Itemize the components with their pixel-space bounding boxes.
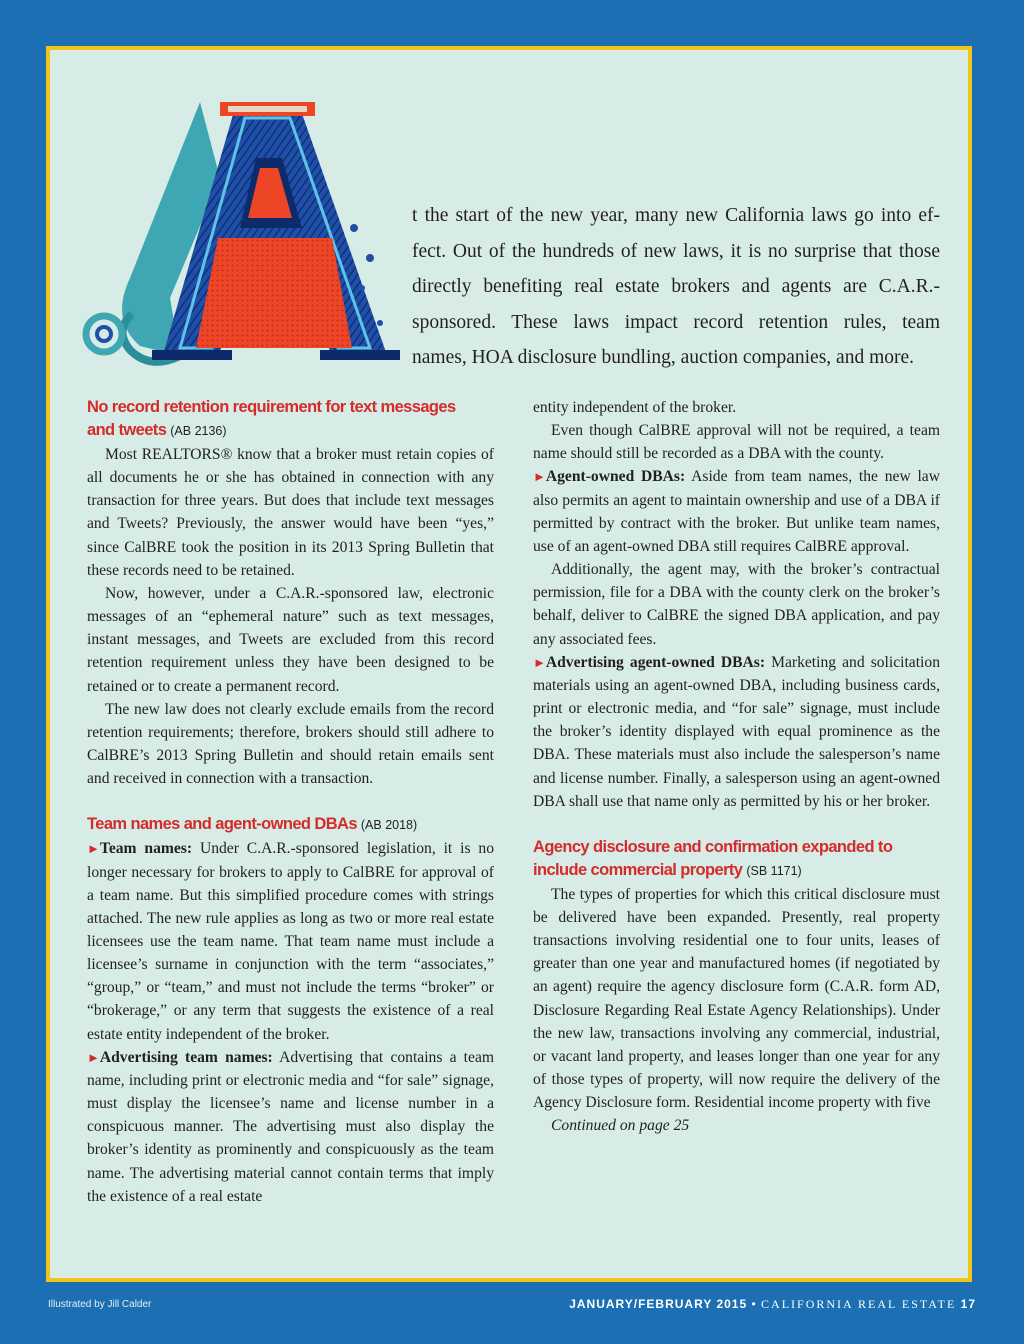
issue-date: JANUARY/FEBRUARY 2015 bbox=[569, 1297, 748, 1311]
page-footer bbox=[569, 1297, 976, 1312]
intro-line: directly benefiting real estate brokers and agents are C.A.R.- bbox=[412, 276, 940, 297]
heading-line: Team names and agent-owned DBAs bbox=[87, 815, 357, 834]
paragraph-text: Under C.A.R.-sponsored legislation, it is no longer necessary for brokers to apply to CalBRE for approval of a team name. But this simplified procedure comes with strings attached. The new rule applies as long as two or more real estate licensees use the team name. That team name must include a licensee’s surname in conjunction with the term “associates,” “group,” or “team,” and must not include the terms “broker” or “brokerage,” or any term that suggests the existence of a real estate entity independent of the broker. bbox=[87, 840, 494, 1043]
magazine-name: CALIFORNIA REAL ESTATE bbox=[761, 1297, 957, 1311]
body-paragraph: The types of properties for which this critical disclosure must be delivered have been expanded. Presently, real property transactions involving residential one to four units, leases of greater than one year and manufactured homes (if negotiated by an agent) require the agency disclosure form (C.A.R. form AD, Disclosure Regarding Real Estate Agency Relationships). Under the new law, transactions involving any commercial, industrial, or vacant land property, and leases longer than one year for any of those types of property, will now require the delivery of the Agency Disclosure form. Residential income property with five bbox=[533, 885, 940, 1112]
intro-line: names, HOA disclosure bundling, auction companies, and more. bbox=[412, 347, 915, 368]
body-paragraph: Additionally, the agent may, with the broker’s contractual permission, file for a DBA with the county clerk on the broker’s behalf, deliver to CalBRE the signed DBA application, and pay any associated fees. bbox=[533, 561, 940, 648]
body-paragraph bbox=[87, 837, 494, 1045]
body-paragraph bbox=[533, 465, 940, 558]
lead-in: Advertising agent-owned DBAs: bbox=[545, 653, 766, 671]
body-paragraph bbox=[87, 1046, 494, 1208]
body-paragraph: entity independent of the broker. bbox=[533, 399, 737, 416]
illustration-credit: Illustrated by Jill Calder bbox=[48, 1299, 152, 1310]
lead-in: Advertising team names: bbox=[99, 1048, 273, 1066]
intro-line: sponsored. These laws impact record retention rules, team bbox=[412, 311, 940, 333]
paragraph-text: Aside from team names, the new law also permits an agent to maintain ownership and use of a DBA if permitted by contract with the broker. But unlike team names, use of an agent-owned DBA still requires CalBRE approval. bbox=[533, 468, 940, 555]
heading-line: No record retention requirement for text messages bbox=[87, 398, 456, 416]
paragraph-text: Marketing and solicitation materials using an agent-owned DBA, including business cards, print or electronic media, and “for sale” signage, must include the broker’s identity displayed with equal prominence as the DBA. These materials must also include the salesperson’s name and license number. Finally, a salesperson using an agent-owned DBA shall use that name only as permitted by his or her broker. bbox=[533, 653, 940, 810]
red-triangle-icon: ► bbox=[87, 1049, 100, 1065]
decorative-letter-a bbox=[70, 88, 415, 370]
page-number: 17 bbox=[960, 1297, 976, 1311]
body-paragraph bbox=[533, 651, 940, 813]
red-triangle-icon: ► bbox=[533, 469, 546, 485]
body-paragraph: The new law does not clearly exclude emails from the record retention requirements; therefore, brokers should still adhere to CalBRE’s 2013 Spring Bulletin and should retain emails sent and received in connection with a transaction. bbox=[87, 700, 494, 788]
heading-line: Agency disclosure and confirmation expanded to bbox=[533, 837, 893, 856]
footer-bullet: • bbox=[751, 1297, 757, 1311]
continued-note: Continued on page 25 bbox=[551, 1117, 690, 1135]
lead-in: Team names: bbox=[99, 840, 193, 858]
red-triangle-icon: ► bbox=[87, 841, 100, 857]
heading-line: include commercial property bbox=[533, 860, 743, 879]
left-column bbox=[87, 396, 494, 1208]
bill-number: (SB 1171) bbox=[746, 863, 802, 878]
section-heading-team-names bbox=[87, 813, 494, 837]
body-paragraph: Even though CalBRE approval will not be required, a team name should still be recorded as a DBA with the county. bbox=[533, 422, 940, 463]
body-paragraph: Most REALTORS® know that a broker must retain copies of all documents he or she has obtained in connection with any transaction for three years. But does that include text messages and Tweets? Previously, the answer would have been “yes,” since CalBRE took the position in its 2013 Spring Bulletin that these records need to be retained. bbox=[87, 446, 494, 579]
bill-number: (AB 2018) bbox=[360, 818, 418, 833]
intro-line: t the start of the new year, many new California laws go into ef- bbox=[412, 205, 940, 226]
section-heading-record-retention bbox=[87, 396, 494, 443]
lead-in: Agent-owned DBAs: bbox=[545, 468, 686, 486]
bill-number: (AB 2136) bbox=[170, 424, 227, 438]
body-paragraph: Now, however, under a C.A.R.-sponsored law, electronic messages of an “ephemeral nature” such as text messages, instant messages, and Tweets are excluded from this record retention requirement unless they have been designed to be retained or to create a permanent record. bbox=[87, 584, 494, 695]
section-heading-agency-disclosure bbox=[533, 836, 940, 883]
intro-line: fect. Out of the hundreds of new laws, it is no surprise that those bbox=[412, 240, 940, 262]
intro-paragraph bbox=[412, 198, 940, 376]
paragraph-text: Advertising that contains a team name, including print or electronic media and “for sale” signage, must display the licensee’s name and license number in a conspicuous manner. The advertising must also display the broker’s identity as prominently and conspicuously as the team name. The advertising material cannot contain terms that imply the existence of a real estate bbox=[87, 1048, 494, 1205]
red-triangle-icon: ► bbox=[533, 654, 546, 670]
right-column bbox=[533, 396, 940, 1138]
heading-line: and tweets bbox=[87, 421, 167, 439]
